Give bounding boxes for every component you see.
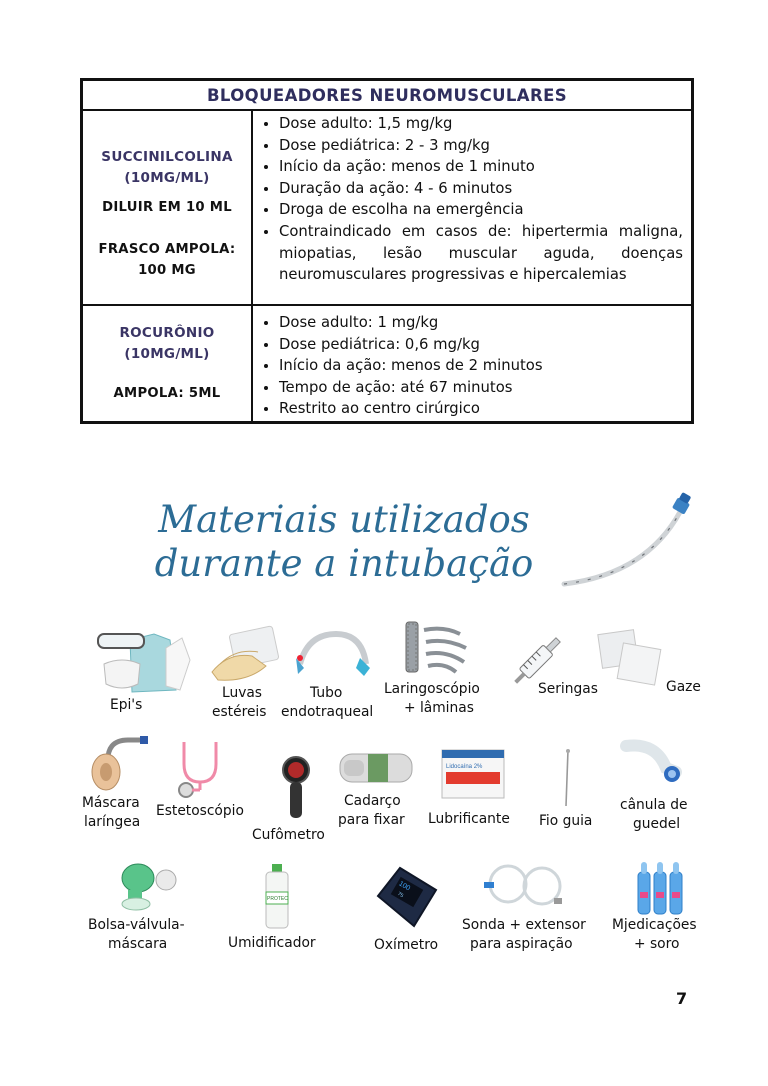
material-medicacoes-soro (612, 860, 697, 952)
material-laringoscopio (384, 616, 480, 716)
material-label: para aspiração (470, 936, 573, 952)
material-fio-guia (539, 748, 593, 829)
drug-presentation: AMPOLA: 5ML (113, 386, 221, 401)
drug-cell (83, 111, 253, 304)
material-label: Luvas (222, 685, 262, 701)
endotracheal-tube-icon (556, 494, 706, 594)
suction-tube-icon (480, 858, 570, 914)
material-label: máscara (108, 936, 168, 952)
material-label: Cufômetro (252, 827, 325, 843)
material-label: Máscara (82, 795, 140, 811)
laryngoscope-icon (400, 616, 472, 676)
material-label: Oxímetro (374, 937, 439, 953)
pulse-oximeter-icon (370, 864, 440, 932)
material-label: laríngea (84, 814, 141, 830)
material-label: Umidificador (228, 935, 316, 951)
table-header: BLOQUEADORES NEUROMUSCULARES (83, 81, 691, 111)
material-label: Estetoscópio (156, 803, 244, 819)
drug-concentration: (10MG/ML) (124, 346, 210, 362)
material-mascara-laringea (82, 734, 150, 830)
material-label: Cadarço (344, 793, 401, 809)
material-label: Tubo (310, 685, 343, 701)
stethoscope-icon (170, 738, 230, 802)
drug-presentation: FRASCO AMPOLA: (98, 242, 236, 257)
table-row-rocuronio (83, 306, 691, 421)
material-label: Mjedicações (612, 917, 697, 933)
material-oximetro (370, 864, 440, 953)
drug-name: ROCURÔNIO (119, 325, 215, 341)
drug-details (255, 306, 683, 421)
material-label: estéreis (212, 704, 267, 720)
list-item: • Dose pediátrica: 0,6 mg/kg (279, 334, 683, 356)
material-label: Epi's (110, 697, 143, 713)
oximeter-pulse-value: 75 (396, 891, 405, 900)
drug-details (255, 111, 683, 304)
lubricant-box-icon (440, 748, 506, 800)
material-label: + lâminas (404, 700, 474, 716)
list-item: • Início da ação: menos de 1 minuto (279, 156, 683, 178)
oximeter-spo2-value: 100 (397, 880, 412, 893)
list-item: • Dose adulto: 1 mg/kg (279, 312, 683, 334)
page-number: 7 (676, 989, 688, 1008)
guedel-airway-icon (620, 738, 684, 790)
material-gaze (596, 626, 701, 695)
list-item: • Restrito ao centro cirúrgico (279, 398, 683, 420)
list-item: • Tempo de ação: até 67 minutos (279, 377, 683, 399)
material-bolsa-valvula-mascara (88, 856, 188, 952)
cuff-manometer-icon (276, 754, 316, 822)
material-estetoscopio (156, 738, 244, 819)
material-label: Seringas (538, 681, 598, 697)
lubricant-brand-text: Lidocaína 2% (446, 764, 483, 770)
material-label: Fio guia (539, 813, 593, 829)
material-label: cânula de (620, 797, 688, 813)
guide-wire-icon (556, 748, 576, 808)
material-label: Lubrificante (428, 811, 510, 827)
humidifier-brand-text: PROTEC (267, 896, 288, 902)
material-canula-guedel (620, 738, 688, 832)
drug-concentration: (10MG/ML) (124, 170, 210, 186)
material-sonda-extensor (462, 858, 586, 952)
list-item: • Dose pediátrica: 2 - 3 mg/kg (279, 135, 683, 157)
ppe-icon (96, 626, 192, 694)
gauze-icon (596, 626, 666, 686)
list-item: • Contraindicado em casos de: hipertermia maligna, miopatias, lesão muscular aguda, doenças neuromusculares progressivas e hipercalemias (279, 221, 683, 286)
list-item: • Duração da ação: 4 - 6 minutos (279, 178, 683, 200)
material-label: endotraqueal (281, 704, 374, 720)
material-label: Laringoscópio (384, 681, 480, 697)
drug-name: SUCCINILCOLINA (101, 149, 233, 165)
material-label: Sonda + extensor (462, 917, 586, 933)
laryngeal-mask-icon (84, 734, 150, 792)
material-cadarco (338, 750, 414, 828)
bag-valve-mask-icon (92, 856, 188, 912)
material-seringas (504, 624, 598, 698)
endotracheal-tube-icon (288, 628, 374, 684)
drug-cell (83, 306, 253, 421)
list-item: • Dose adulto: 1,5 mg/kg (279, 113, 683, 135)
humidifier-bottle-icon (262, 862, 292, 930)
material-label: para fixar (338, 812, 405, 828)
material-lubrificante (428, 748, 510, 827)
fixation-tape-icon (338, 750, 414, 786)
materials-title-line-2: durante a intubação (154, 542, 534, 585)
table-row-succinilcolina (83, 111, 691, 306)
list-item: • Início da ação: menos de 2 minutos (279, 355, 683, 377)
material-label: guedel (633, 816, 681, 832)
drug-presentation-amount: 100 MG (138, 263, 196, 278)
drug-dilution: DILUIR EM 10 ML (102, 200, 232, 215)
material-cufometro (252, 754, 325, 843)
material-luvas (208, 626, 280, 720)
material-epis (96, 626, 192, 713)
materials-title-line-1: Materiais utilizados (158, 498, 530, 541)
material-label: + soro (634, 936, 680, 952)
material-label: Bolsa-válvula- (88, 917, 185, 933)
material-label: Gaze (666, 679, 701, 695)
material-tubo (281, 628, 374, 720)
ampoules-icon (636, 860, 686, 918)
material-umidificador (228, 862, 316, 951)
gloves-icon (208, 626, 280, 682)
materials-title (104, 498, 584, 586)
list-item: • Droga de escolha na emergência (279, 199, 683, 221)
neuromuscular-blockers-table (80, 78, 694, 424)
